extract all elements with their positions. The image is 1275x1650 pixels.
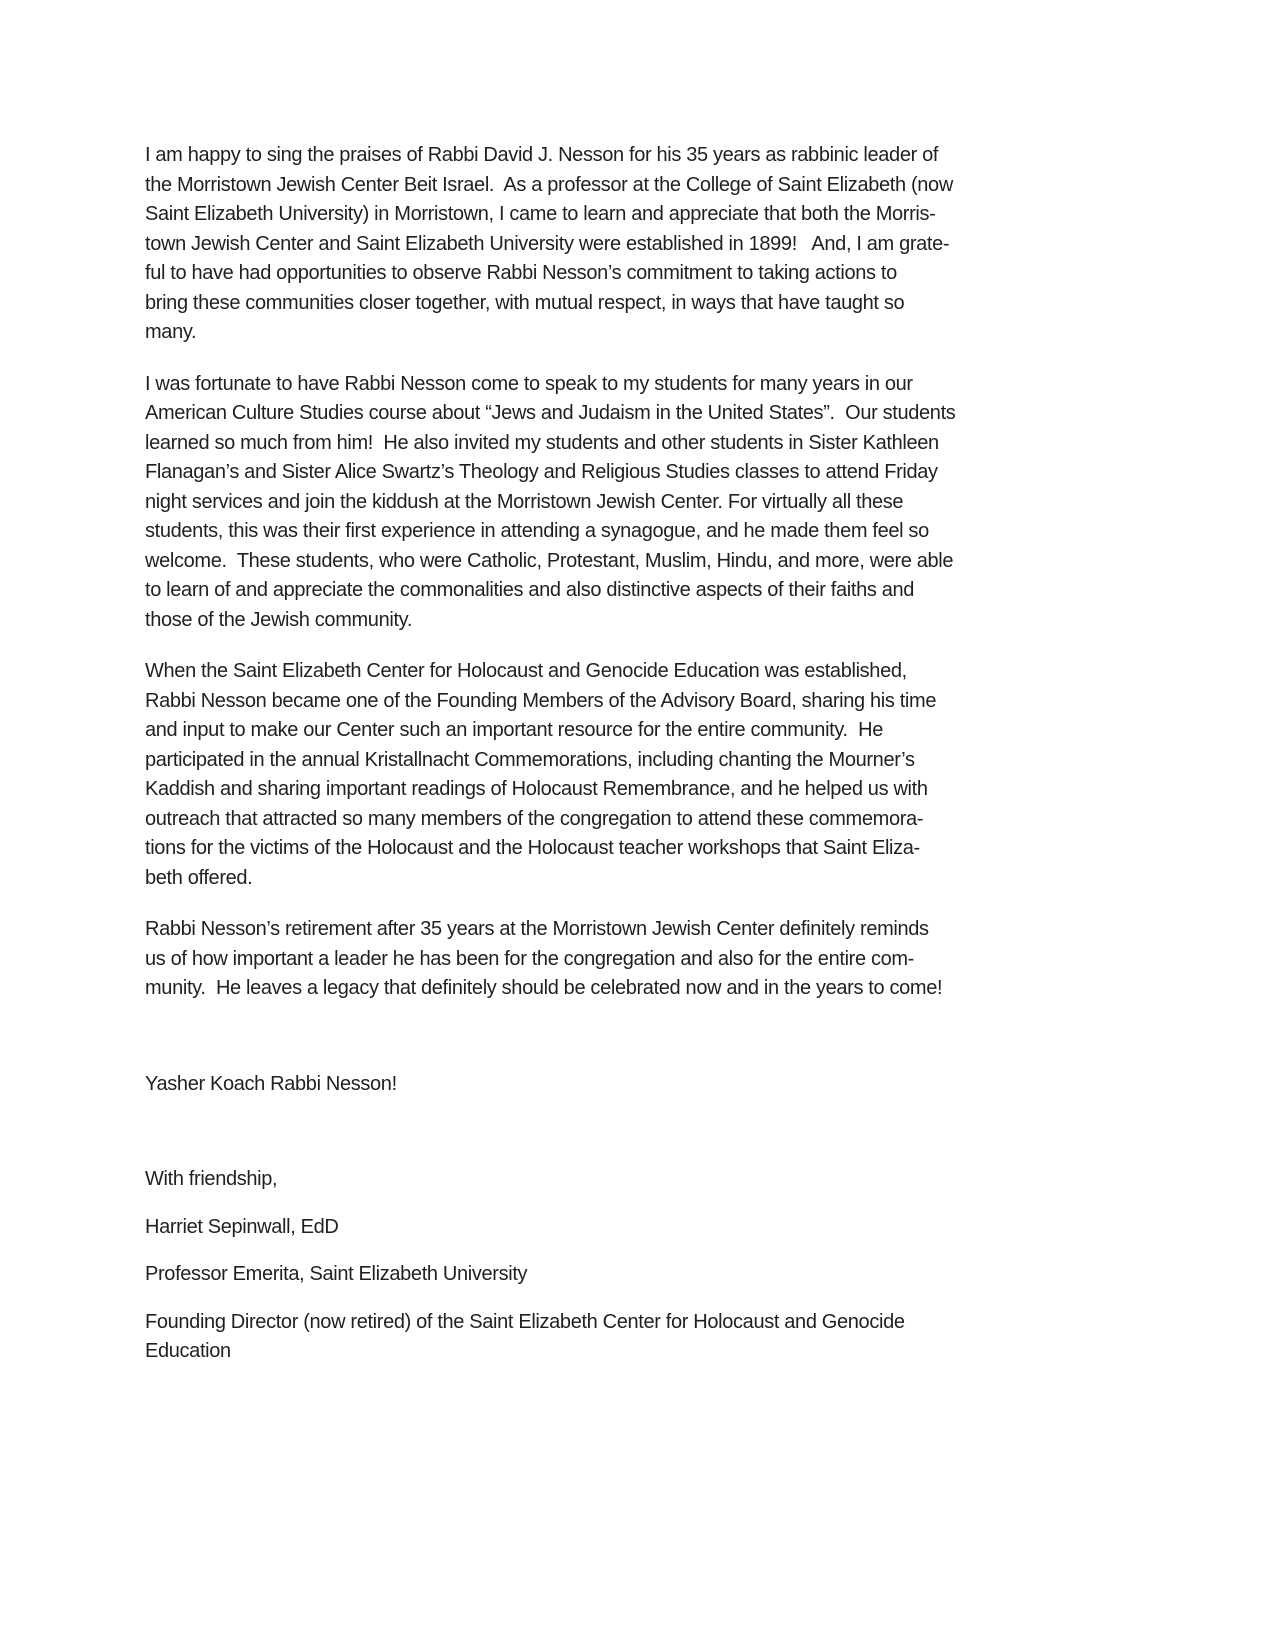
letter-line: beth offered. [145,866,253,889]
letter-line: With friendship, [145,1168,278,1190]
letter-line: Saint Elizabeth University) in Morristown, I came to learn and appreciate that both the Morris- [145,203,936,225]
letter-line: those of the Jewish community. [145,608,413,631]
paragraph-intro [145,141,1185,348]
paragraph-students [145,370,1185,636]
letter-line: Rabbi Nesson became one of the Founding Members of the Advisory Board, sharing his time [145,689,937,712]
letter-line: outreach that attracted so many members of the congregation to attend these commemora- [145,807,924,830]
letter-line: to learn of and appreciate the commonalities and also distinctive aspects of their faiths and [145,579,915,601]
letter-line: participated in the annual Kristallnacht Commemorations, including chanting the Mourner’s [145,748,915,771]
letter-line: Rabbi Nesson’s retirement after 35 years at the Morristown Jewish Center definitely reminds [145,918,929,940]
letter-line: Yasher Koach Rabbi Nesson! [145,1072,397,1095]
letter-line: welcome. These students, who were Catholic, Protestant, Muslim, Hindu, and more, were able [145,549,954,572]
letter-line: Harriet Sepinwall, EdD [145,1215,339,1238]
letter-line: night services and join the kiddush at the Morristown Jewish Center. For virtually all these [145,490,904,513]
letter-line: town Jewish Center and Saint Elizabeth University were established in 1899! And, I am grate- [145,232,950,255]
paragraph-retirement [145,915,1185,1004]
letter-line: bring these communities closer together, with mutual respect, in ways that have taught so [145,291,905,314]
letter-line: American Culture Studies course about “Jews and Judaism in the United States”. Our students [145,402,956,424]
signature-name [145,1213,1185,1243]
acclamation-line [145,1070,1185,1100]
letter-line: munity. He leaves a legacy that definitely should be celebrated now and in the years to come! [145,977,943,999]
letter-line: the Morristown Jewish Center Beit Israel. As a professor at the College of Saint Elizabeth (now [145,173,953,196]
letter-line: When the Saint Elizabeth Center for Holocaust and Genocide Education was established, [145,660,907,682]
letter-line: many. [145,321,197,343]
letter-line: I am happy to sing the praises of Rabbi David J. Nesson for his 35 years as rabbinic leader of [145,144,939,166]
signature-role [145,1308,1185,1367]
letter-line: I was fortunate to have Rabbi Nesson come to speak to my students for many years in our [145,372,913,395]
letter-line: and input to make our Center such an important resource for the entire community. He [145,719,884,741]
letter-line: Professor Emerita, Saint Elizabeth University [145,1263,528,1285]
letter-line: students, this was their first experience in attending a synagogue, and he made them feel so [145,520,929,542]
signature-title [145,1260,1185,1290]
letter-line: ful to have had opportunities to observe Rabbi Nesson’s commitment to taking actions to [145,262,897,284]
letter-line: learned so much from him! He also invited my students and other students in Sister Kathleen [145,431,939,454]
paragraph-holocaust-center [145,657,1185,893]
letter-line: Education [145,1340,231,1362]
letter-line: us of how important a leader he has been for the congregation and also for the entire com- [145,947,914,970]
closing-line [145,1165,1185,1195]
letter-line: Founding Director (now retired) of the Saint Elizabeth Center for Holocaust and Genocide [145,1310,905,1333]
letter-line: Kaddish and sharing important readings of Holocaust Remembrance, and he helped us with [145,778,928,800]
letter-line: tions for the victims of the Holocaust and the Holocaust teacher workshops that Saint Eliza- [145,837,920,859]
letter-line: Flanagan’s and Sister Alice Swartz’s Theology and Religious Studies classes to attend Friday [145,461,938,483]
